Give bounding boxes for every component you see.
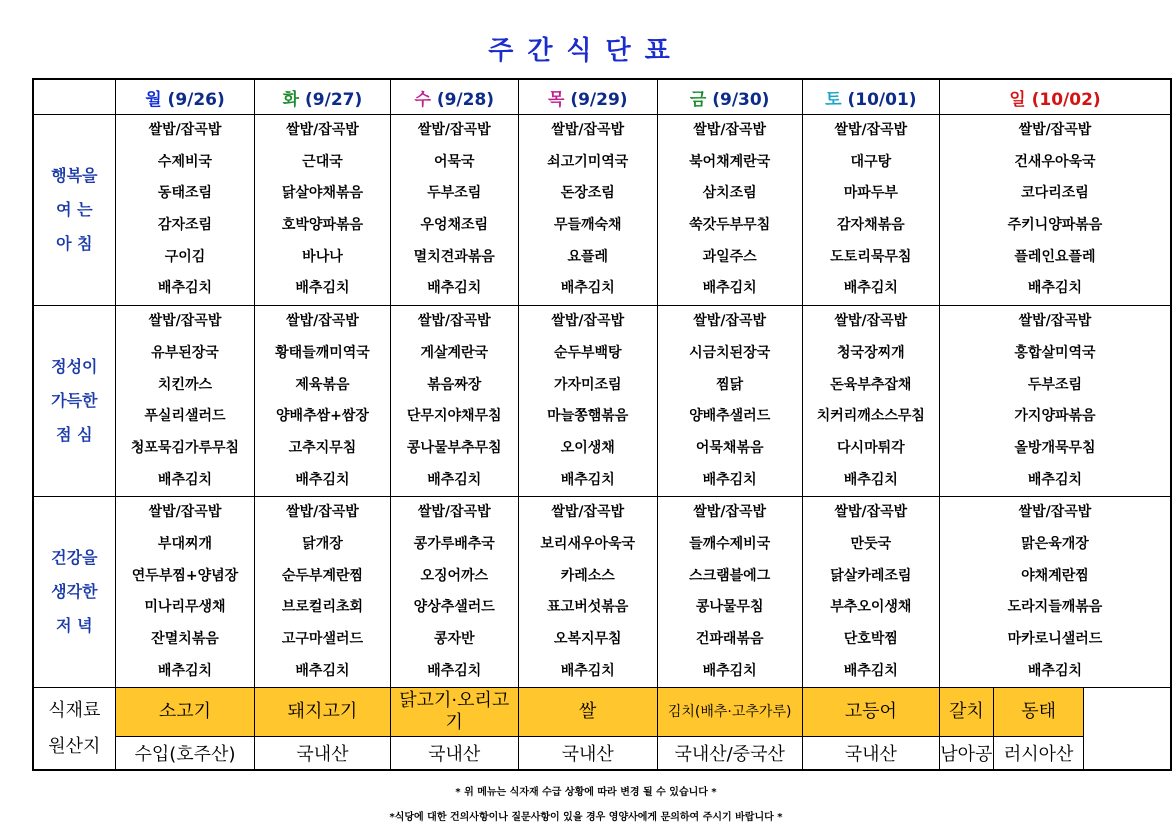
ingredient-name: 소고기: [115, 688, 255, 737]
menu-item: 쌀밥/잡곡밥: [417, 504, 491, 521]
menu-item: 양배추쌈+쌈장: [276, 408, 369, 425]
meal-label-line: 건강을: [51, 548, 98, 568]
menu-item: 도토리묵무침: [830, 248, 912, 265]
menu-item: 근대국: [302, 153, 343, 170]
menu-item: 청포묵김가루무침: [130, 439, 240, 456]
menu-item: 배추김치: [1027, 662, 1083, 679]
menu-item: 배추김치: [702, 662, 757, 679]
page-title: 주간식단표: [488, 36, 684, 66]
menu-item: 과일주스: [702, 248, 757, 265]
meal-label-line: 저 녁: [56, 616, 93, 636]
ingredient-origin: 국내산: [255, 737, 390, 771]
menu-item: 배추김치: [295, 280, 350, 297]
menu-item: 동태조림: [157, 185, 213, 202]
meal-label-line: 행복을: [51, 166, 98, 186]
day-name: 월: [145, 89, 162, 110]
menu-item: 쌀밥/잡곡밥: [417, 122, 491, 138]
meal-label-line: 가득한: [51, 391, 98, 411]
menu-item: 순두부계란찜: [281, 567, 364, 584]
menu-item: 마파두부: [843, 185, 898, 202]
menu-item: 쌀밥/잡곡밥: [551, 504, 625, 521]
menu-item: 부대찌개: [157, 535, 213, 552]
notice-menu-change: * 위 메뉴는 식자재 수급 상황에 따라 변경 될 수 있습니다 *: [455, 787, 717, 798]
day-name: 수: [414, 89, 431, 110]
menu-item: 두부조림: [1027, 376, 1083, 393]
menu-item: 건새우아욱국: [1014, 153, 1096, 170]
menu-cell: [802, 306, 939, 497]
menu-item: 쌀밥/잡곡밥: [286, 504, 359, 521]
menu-item: 멸치견과볶음: [413, 248, 495, 265]
menu-item: 쌀밥/잡곡밥: [834, 313, 908, 330]
menu-item: 콩자반: [433, 631, 475, 647]
ingredient-row: [33, 688, 1171, 737]
menu-item: 배추김치: [843, 471, 898, 488]
ingredient-origin: 국내산: [390, 737, 518, 771]
day-header: [657, 79, 802, 115]
meal-row: [33, 306, 1171, 497]
menu-item: 배추김치: [427, 662, 482, 679]
menu-item: 배추김치: [702, 471, 757, 488]
day-date: (9/28): [436, 89, 495, 110]
menu-item: 올방개묵무침: [1014, 439, 1096, 456]
menu-item: 쌀밥/잡곡밥: [551, 122, 625, 138]
menu-item: 스크램블에그: [689, 567, 771, 584]
menu-cell: [802, 497, 939, 688]
menu-item: 감자채볶음: [837, 217, 905, 234]
menu-item: 쌀밥/잡곡밥: [1018, 313, 1092, 330]
menu-item: 삼치조림: [702, 185, 757, 202]
menu-item: 마카로니샐러드: [1007, 631, 1103, 647]
menu-cell: [657, 497, 802, 688]
menu-item: 배추김치: [560, 280, 615, 297]
menu-item: 두부조림: [427, 185, 482, 202]
menu-item: 양배추샐러드: [689, 408, 771, 425]
menu-item: 쇠고기미역국: [547, 153, 629, 170]
day-date: (9/29): [570, 89, 628, 110]
ingredient-name: 갈치: [939, 688, 993, 737]
menu-item: 게살계란국: [420, 344, 489, 361]
menu-item: 다시마튀각: [837, 439, 905, 456]
menu-item: 돈육부추잡채: [830, 376, 912, 393]
ingredient-name: 동태: [993, 688, 1084, 737]
ingredient-origin: 남아공: [939, 737, 993, 771]
menu-item: 만둣국: [850, 535, 892, 552]
menu-item: 배추김치: [427, 280, 482, 297]
menu-item: 건파래볶음: [695, 631, 764, 647]
menu-item: 배추김치: [843, 280, 898, 297]
menu-item: 무들깨숙채: [553, 217, 622, 234]
menu-item: 쌀밥/잡곡밥: [286, 313, 359, 330]
menu-cell: [802, 115, 939, 306]
menu-item: 배추김치: [295, 471, 350, 488]
ingredient-name: 닭고기·오리고기: [390, 688, 518, 737]
menu-item: 오이생채: [560, 439, 615, 456]
menu-item: 감자조림: [157, 217, 213, 234]
day-name: 금: [689, 89, 707, 110]
menu-item: 배추김치: [702, 280, 757, 297]
menu-item: 청국장찌개: [837, 344, 905, 361]
menu-cell: [939, 306, 1171, 497]
day-name: 토: [825, 89, 842, 110]
meal-label-line: 여 는: [56, 200, 93, 220]
origin-row: [33, 737, 1171, 771]
menu-item: 푸실리샐러드: [144, 408, 226, 425]
menu-cell: [255, 497, 390, 688]
menu-item: 쑥갓두부무침: [689, 217, 771, 234]
menu-item: 요플레: [567, 248, 609, 265]
menu-item: 쌀밥/잡곡밥: [148, 122, 222, 138]
menu-item: 바나나: [302, 248, 343, 265]
menu-item: 쌀밥/잡곡밥: [834, 122, 908, 138]
ingredient-origin: 국내산/중국산: [657, 737, 802, 771]
meal-label: [33, 306, 115, 497]
menu-item: 돈장조림: [560, 185, 615, 202]
day-date: (10/01): [847, 89, 917, 110]
menu-item: 콩가루배추국: [413, 535, 495, 552]
menu-item: 배추김치: [295, 662, 350, 679]
day-date: (9/26): [167, 89, 225, 110]
day-name: 목: [547, 89, 565, 110]
menu-item: 닭개장: [302, 535, 343, 552]
menu-item: 도라지들깨볶음: [1007, 599, 1103, 616]
menu-cell: [115, 306, 255, 497]
menu-cell: [115, 115, 255, 306]
day-header: [255, 79, 390, 115]
menu-item: 쌀밥/잡곡밥: [693, 504, 767, 521]
menu-item: 콩나물무침: [695, 599, 764, 616]
ingredient-origin: 러시아산: [993, 737, 1084, 771]
menu-table-body: [33, 79, 1171, 770]
day-date: (10/02): [1031, 89, 1101, 110]
ingredient-name: 쌀: [518, 688, 657, 737]
menu-item: 우엉채조림: [420, 217, 489, 234]
day-header: [390, 79, 518, 115]
menu-item: 미나리무생채: [144, 599, 226, 616]
menu-item: 찜닭: [716, 376, 744, 393]
menu-item: 쌀밥/잡곡밥: [551, 313, 625, 330]
menu-item: 쌀밥/잡곡밥: [417, 313, 491, 330]
menu-cell: [255, 115, 390, 306]
menu-item: 황태들깨미역국: [275, 344, 370, 361]
menu-cell: [115, 497, 255, 688]
menu-cell: [518, 306, 657, 497]
ingredient-name: 고등어: [802, 688, 939, 737]
day-header: [802, 79, 939, 115]
meal-label-line: 생각한: [51, 582, 98, 602]
menu-item: 쌀밥/잡곡밥: [693, 122, 767, 138]
menu-item: 부추오이생채: [830, 599, 912, 616]
menu-item: 제육볶음: [295, 376, 350, 393]
menu-item: 쌀밥/잡곡밥: [1018, 504, 1092, 521]
ingredient-origin: 국내산: [802, 737, 939, 771]
menu-item: 브로컬리초회: [281, 599, 364, 616]
day-date: (9/27): [305, 89, 363, 110]
menu-item: 시금치된장국: [689, 344, 771, 361]
menu-item: 들깨수제비국: [689, 535, 771, 552]
menu-item: 닭살카레조림: [830, 567, 912, 584]
origin-label-line: 식재료: [48, 699, 101, 721]
ingredient-origin: 수입(호주산): [115, 737, 255, 771]
menu-item: 배추김치: [560, 471, 615, 488]
ingredient-name: 돼지고기: [255, 688, 390, 737]
day-name: 일: [1009, 89, 1026, 110]
menu-item: 쌀밥/잡곡밥: [148, 313, 222, 330]
day-header: [518, 79, 657, 115]
menu-item: 쌀밥/잡곡밥: [286, 122, 359, 138]
meal-label-line: 아 침: [56, 234, 93, 254]
corner-cell: [33, 79, 115, 115]
menu-item: 가지양파볶음: [1014, 408, 1096, 425]
menu-item: 치킨까스: [157, 376, 213, 393]
menu-item: 배추김치: [1027, 280, 1083, 297]
menu-item: 치커리깨소스무침: [816, 408, 925, 425]
origin-label-line: 원산지: [48, 735, 101, 757]
menu-item: 배추김치: [157, 280, 213, 297]
menu-item: 쌀밥/잡곡밥: [1018, 122, 1092, 138]
menu-cell: [939, 115, 1171, 306]
day-date: (9/30): [712, 89, 770, 110]
menu-item: 구이김: [164, 248, 206, 265]
menu-item: 잔멸치볶음: [151, 631, 219, 647]
menu-item: 고구마샐러드: [281, 631, 364, 647]
menu-item: 양상추샐러드: [413, 599, 495, 616]
menu-item: 배추김치: [427, 471, 482, 488]
weekly-menu-table: [32, 78, 1172, 771]
menu-item: 가자미조림: [553, 376, 622, 393]
menu-item: 맑은육개장: [1021, 535, 1089, 552]
menu-cell: [518, 115, 657, 306]
origin-label: [33, 688, 115, 771]
meal-label: [33, 115, 115, 306]
ingredient-name: 김치(배추·고추가루): [657, 688, 802, 737]
menu-item: 닭살야채볶음: [281, 185, 364, 202]
menu-item: 단무지야채무침: [406, 408, 502, 425]
meal-row: [33, 497, 1171, 688]
meal-row: [33, 115, 1171, 306]
menu-item: 대구탕: [850, 153, 892, 170]
notice-inquiry: *식당에 대한 건의사항이나 질문사항이 있을 경우 영양사에게 문의하여 주시기 바랍니다 *: [389, 812, 783, 823]
menu-item: 오징어까스: [420, 567, 489, 584]
menu-item: 콩나물부추무침: [406, 439, 502, 456]
menu-item: 배추김치: [157, 471, 213, 488]
meal-label-line: 점 심: [56, 425, 93, 445]
menu-item: 수제비국: [157, 153, 213, 170]
menu-item: 고추지무침: [288, 439, 357, 456]
menu-cell: [390, 497, 518, 688]
menu-item: 순두부백탕: [553, 344, 622, 361]
menu-item: 배추김치: [1027, 471, 1083, 488]
menu-item: 쌀밥/잡곡밥: [693, 313, 767, 330]
menu-item: 주키니양파볶음: [1007, 217, 1103, 234]
menu-item: 유부된장국: [151, 344, 219, 361]
menu-item: 카레소스: [560, 567, 615, 584]
menu-item: 배추김치: [157, 662, 213, 679]
meal-label-line: 정성이: [51, 357, 98, 377]
header-row: [33, 79, 1171, 115]
day-header: [939, 79, 1171, 115]
menu-item: 어묵국: [433, 153, 475, 170]
menu-item: 코다리조림: [1021, 185, 1089, 202]
menu-item: 배추김치: [560, 662, 615, 679]
menu-cell: [390, 306, 518, 497]
menu-item: 플레인요플레: [1014, 248, 1096, 265]
menu-item: 보리새우아욱국: [540, 535, 636, 552]
menu-item: 배추김치: [843, 662, 898, 679]
menu-item: 마늘쫑햄볶음: [547, 408, 629, 425]
menu-item: 어묵채볶음: [695, 439, 764, 456]
day-name: 화: [282, 89, 300, 110]
menu-item: 홍합살미역국: [1014, 344, 1096, 361]
menu-cell: [390, 115, 518, 306]
menu-cell: [255, 306, 390, 497]
menu-item: 북어채계란국: [689, 153, 771, 170]
meal-label: [33, 497, 115, 688]
menu-cell: [657, 115, 802, 306]
menu-item: 연두부찜+양념장: [131, 567, 239, 584]
menu-cell: [939, 497, 1171, 688]
menu-cell: [657, 306, 802, 497]
menu-item: 쌀밥/잡곡밥: [834, 504, 908, 521]
menu-item: 쌀밥/잡곡밥: [148, 504, 222, 521]
ingredient-origin: 국내산: [518, 737, 657, 771]
menu-item: 야채계란찜: [1021, 567, 1089, 584]
menu-item: 표고버섯볶음: [547, 599, 629, 616]
menu-item: 호박양파볶음: [281, 217, 364, 234]
day-header: [115, 79, 255, 115]
menu-item: 볶음짜장: [427, 376, 482, 393]
menu-item: 오복지무침: [553, 631, 622, 647]
menu-item: 단호박찜: [843, 631, 898, 647]
menu-cell: [518, 497, 657, 688]
